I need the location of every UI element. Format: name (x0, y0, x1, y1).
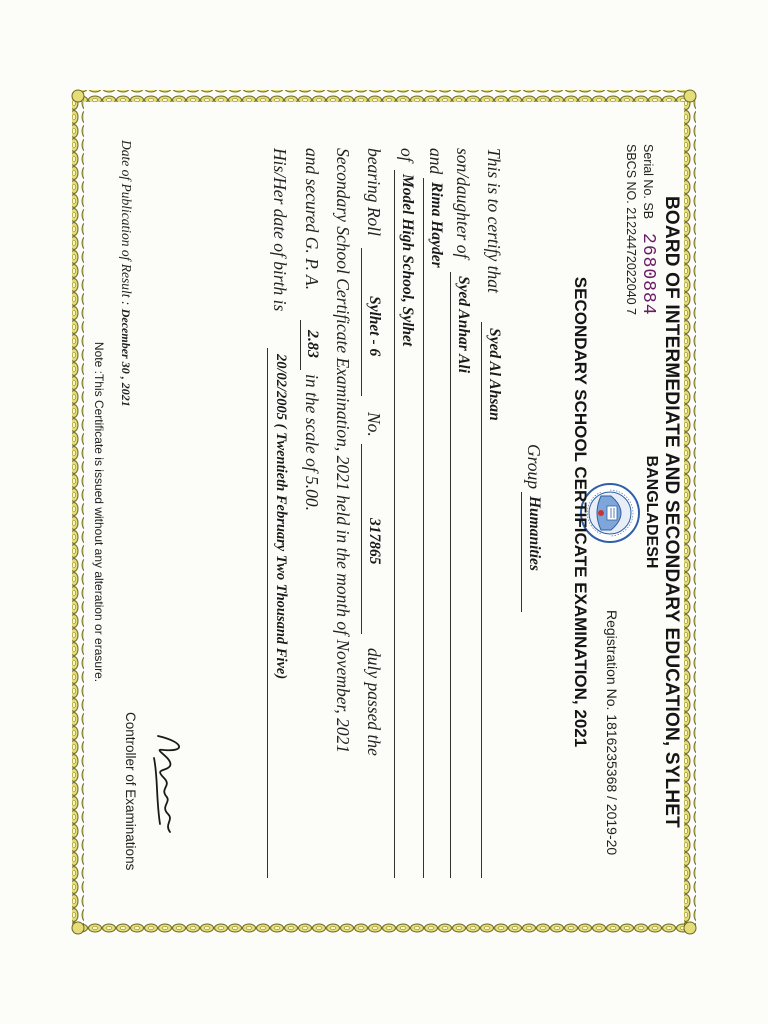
school-name-underline (394, 170, 395, 878)
roll-number-underline (361, 444, 362, 634)
controller-label: Controller of Examinations (123, 712, 138, 871)
group-underline (521, 492, 522, 612)
roll-center-underline (361, 248, 362, 396)
duly-passed-text: duly passed the (364, 648, 384, 756)
serial-number-row (638, 144, 658, 316)
dob-label: His/Her date of birth is (270, 148, 290, 312)
registration-label: Registration No. (604, 610, 620, 711)
gpa-underline (300, 320, 301, 370)
son-daughter-label: son/daughter of (453, 148, 473, 259)
gpa-value: 2.83 (304, 330, 321, 358)
exam-sentence: Secondary School Certificate Examination, 2021 held in the month of November, 2021 (333, 148, 353, 754)
school-name: Model High School, Sylhet (399, 174, 416, 347)
sbcs-label: SBCS NO. (624, 144, 638, 204)
controller-signature (144, 728, 194, 848)
dob-value: 20/02/2005 ( Twentieth February Two Thousand Five) (273, 354, 289, 680)
publication-row (118, 140, 134, 407)
gpa-suffix: in the scale of 5.00. (302, 374, 322, 512)
group-value: Humanities (526, 496, 543, 571)
registration-row (604, 610, 620, 855)
group-label: Group (524, 444, 544, 490)
certificate (64, 82, 704, 942)
of-label: of (397, 148, 417, 162)
publication-label: Date of Publication of Result : (119, 140, 134, 306)
roll-label: bearing Roll (364, 148, 384, 236)
certificate-note: Note :This Certificate is issued without any alteration or erasure. (92, 341, 106, 683)
student-name: Syed Al Ahsan (486, 328, 503, 421)
sbcs-number-row (624, 144, 638, 315)
certify-label: This is to certify that (484, 148, 504, 293)
gpa-prefix: and secured G. P. A. (302, 148, 322, 291)
board-name: BOARD OF INTERMEDIATE AND SECONDARY EDUCATION, SYLHET (661, 196, 682, 828)
publication-date: December 30 , 2021 (119, 308, 133, 407)
no-label: No. (364, 412, 384, 437)
mother-name: Rima Hayder (428, 182, 445, 268)
registration-value: 1816235368 / 2019-20 (604, 714, 620, 856)
student-name-underline (481, 322, 482, 878)
serial-label: Serial No. SB (641, 144, 655, 220)
and-label: and (426, 148, 446, 175)
sbcs-number: 21224472022040 7 (624, 207, 638, 315)
roll-number: 317865 (366, 518, 383, 565)
serial-number: 2680884 (638, 233, 658, 316)
father-name-underline (450, 272, 451, 878)
roll-center: Sylhet - 6 (366, 296, 383, 357)
dob-underline (267, 348, 268, 878)
exam-title: SECONDARY SCHOOL CERTIFICATE EXAMINATION, 2021 (571, 276, 590, 748)
father-name: Syed Anhar Ali (455, 276, 472, 374)
country-name: BANGLADESH (643, 455, 660, 569)
mother-name-underline (423, 178, 424, 878)
